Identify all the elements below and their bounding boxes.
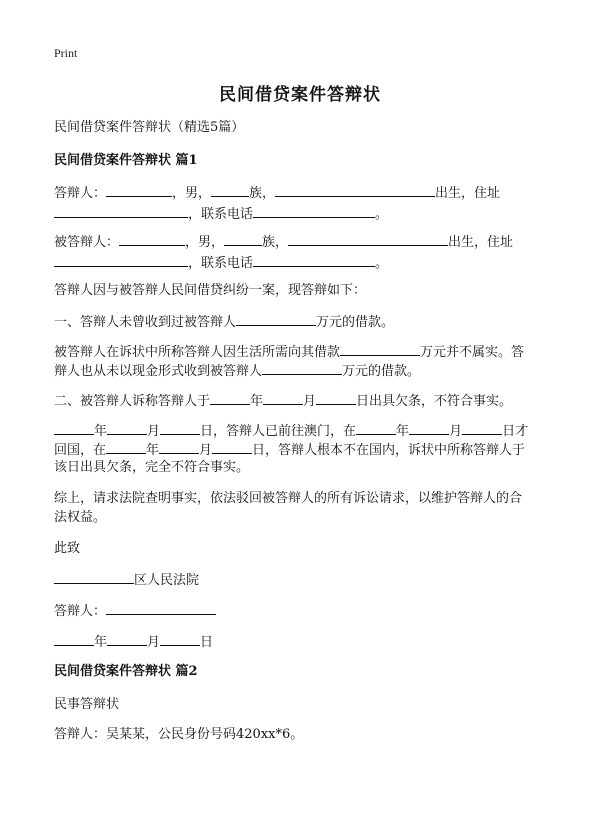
birth-blank: [288, 230, 448, 246]
day-blank: [160, 630, 200, 646]
day-text: 日: [200, 635, 214, 650]
born-address-text: 出生，住址: [448, 235, 514, 250]
p2-l2-pre: 辩人也从未以现金形式收到被答辩人: [54, 364, 263, 379]
point-2: [54, 389, 554, 413]
month-text: 月: [199, 443, 213, 458]
respondent-label: 答辩人：: [54, 186, 107, 201]
day-blank: [212, 438, 252, 454]
year-blank: [106, 438, 146, 454]
amount-blank: [340, 340, 420, 356]
point2-post: 日出具欠条，不符合事实。: [356, 394, 513, 409]
court-line: [54, 568, 554, 592]
p2-l2-post: 万元的借款。: [342, 364, 421, 379]
contact-text: ，联系电话: [188, 256, 254, 271]
day-return-text: 日才: [502, 424, 529, 439]
year-blank: [356, 419, 396, 435]
point2-pre: 二、被答辩人诉称答辩人于: [54, 394, 211, 409]
amount-blank: [236, 310, 316, 326]
month-blank: [107, 630, 147, 646]
p2-l1-pre: 被答辩人在诉状中所称答辩人因生活所需向其借款: [54, 345, 341, 360]
p2-l1-post: 万元并不属实。答: [420, 345, 525, 360]
amount-blank: [262, 359, 342, 375]
salutation: 此致: [54, 541, 81, 556]
year-blank: [54, 630, 94, 646]
signature-line: [54, 599, 554, 623]
document-title: 民间借贷案件答辩状: [219, 85, 381, 105]
dates-line-3: 该日出具欠条，完全不符合事实。: [54, 460, 250, 475]
date-line: [54, 630, 554, 654]
ethnicity-blank: [211, 181, 249, 197]
point1-post: 万元的借款。: [316, 315, 395, 330]
year-text: 年: [396, 424, 410, 439]
year-text: 年: [94, 424, 108, 439]
name-blank: [106, 181, 172, 197]
point1-pre: 一、答辩人未曾收到过被答辩人: [54, 315, 237, 330]
month-blank: [263, 389, 303, 405]
day-comma-text: 日，答辩人已前往澳门，在: [200, 424, 357, 439]
phone-blank: [253, 202, 375, 218]
period: 。: [375, 256, 389, 271]
phone-blank: [253, 251, 375, 267]
return-mid: 日，答辩人根本不在国内，诉状中所称答辩人于: [252, 443, 526, 458]
conclusion-line-2: 法权益。: [54, 510, 107, 525]
day-blank: [160, 419, 200, 435]
day-blank: [316, 389, 356, 405]
defendant-line-2: [54, 251, 554, 275]
paragraph-2-line-2: [54, 359, 554, 383]
ethnicity-text: 族，: [262, 235, 289, 250]
gender-text: ，男，: [185, 235, 225, 250]
year-text: 年: [94, 635, 108, 650]
year-text: 年: [146, 443, 160, 458]
respondent-line-2: [54, 202, 554, 226]
address-blank: [54, 202, 188, 218]
ethnicity-blank: [224, 230, 262, 246]
gender-text: ，男，: [172, 186, 212, 201]
document-subtitle: 民间借贷案件答辩状（精选5篇）: [54, 120, 245, 135]
defendant-label: 被答辩人：: [54, 235, 120, 250]
year-blank: [54, 419, 94, 435]
month-text: 月: [147, 424, 161, 439]
name-blank: [119, 230, 185, 246]
intro-paragraph: 答辩人因与被答辩人民间借贷纠纷一案，现答辩如下：: [54, 283, 367, 298]
return-pre: 回国，在: [54, 443, 107, 458]
month-blank: [409, 419, 449, 435]
month-text: 月: [147, 635, 161, 650]
section2-heading: 民间借贷案件答辩状 篇2: [54, 664, 198, 679]
birth-blank: [275, 181, 435, 197]
year-blank: [210, 389, 250, 405]
point-1: [54, 310, 554, 334]
ethnicity-text: 族，: [249, 186, 276, 201]
signature-blank: [106, 599, 216, 615]
sign-label: 答辩人：: [54, 604, 107, 619]
period: 。: [375, 207, 389, 222]
address-blank: [54, 251, 188, 267]
day-blank: [462, 419, 502, 435]
section2-respondent-info: 答辩人：吴某某，公民身份号码420xx*6。: [54, 727, 304, 742]
month-blank: [159, 438, 199, 454]
born-address-text: 出生，住址: [435, 186, 501, 201]
month-text: 月: [449, 424, 463, 439]
month-text: 月: [303, 394, 317, 409]
month-blank: [107, 419, 147, 435]
section1-heading: 民间借贷案件答辩状 篇1: [54, 153, 198, 168]
contact-text: ，联系电话: [188, 207, 254, 222]
year-text: 年: [250, 394, 264, 409]
section2-doc-type: 民事答辩状: [54, 697, 120, 712]
court-blank: [54, 568, 134, 584]
print-label: Print: [54, 46, 78, 60]
court-text: 区人民法院: [134, 573, 200, 588]
conclusion-line-1: 综上，请求法院查明事实，依法驳回被答辩人的所有诉讼请求，以维护答辩人的合: [54, 491, 523, 506]
